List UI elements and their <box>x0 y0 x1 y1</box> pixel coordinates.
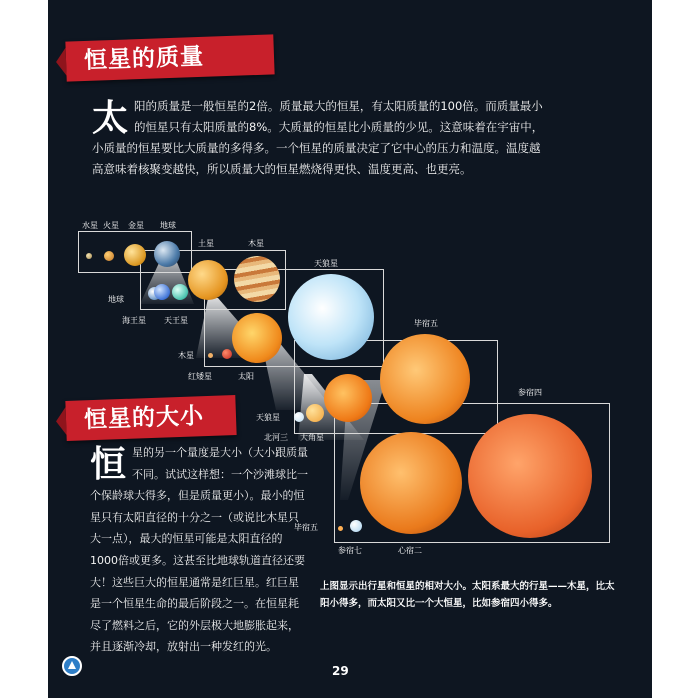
label-earth-top: 地球 <box>160 221 176 230</box>
sun <box>232 313 282 363</box>
pollux <box>306 404 324 422</box>
label-sun: 太阳 <box>238 372 254 381</box>
sirius <box>294 412 304 422</box>
paragraph-size-text: 星的另一个量度是大小（大小跟质量不同。试试这样想：一个沙滩球比一个保龄球大得多，但是质量更小）。最小的恒星只有太阳直径的十分之一（或说比木星只大一点），最大的恒星可能是太阳直径的1000倍或更多。这甚至比地球轨道直径还要大！这些巨大的恒星通常是红巨星。红巨星是一个恒星生命的最后阶段之一。在恒星耗尽了燃料之后，它的外层极大地膨胀起来，并且逐渐冷却，放射出一种发红的光。 <box>90 446 309 654</box>
section-heading-size <box>65 395 236 441</box>
section-heading-mass-text: 恒星的质量 <box>83 42 205 74</box>
neptune <box>154 284 170 300</box>
label-betelgeuse: 参宿四 <box>518 388 542 397</box>
label-jupiter: 木星 <box>178 351 194 360</box>
label-red-dwarf: 红矮星 <box>188 372 212 381</box>
mercury <box>86 253 92 259</box>
rigel <box>350 520 362 532</box>
red-dwarf <box>222 349 232 359</box>
sirius-top <box>288 274 374 360</box>
book-page <box>48 0 652 698</box>
paragraph-mass-text: 阳的质量是一般恒星的2倍。质量最大的恒星，有太阳质量的100倍。而质量最小的恒星只有太阳质量的8%。大质量的恒星比小质量的少见。这意味着在宇宙中，小质量的恒星要比大质量的多得多。一个恒星的质量决定了它中心的压力和温度。温度越高意味着核聚变越快，所以质量大的恒星燃烧得更快、温度更高、也更亮。 <box>92 99 544 176</box>
label-mercury: 水星 <box>82 221 98 230</box>
label-venus: 金星 <box>128 221 144 230</box>
up-arrow-icon[interactable] <box>62 656 82 676</box>
aldebaran-small <box>338 526 343 531</box>
label-sirius: 天狼星 <box>256 413 280 422</box>
betelgeuse <box>468 414 592 538</box>
label-rigel: 参宿七 <box>338 546 362 555</box>
section-heading-size-text: 恒星的大小 <box>83 402 205 434</box>
arcturus <box>324 374 372 422</box>
page-number: 29 <box>332 664 349 678</box>
label-sirius-top: 天狼星 <box>314 259 338 268</box>
label-earth: 地球 <box>108 295 124 304</box>
dropcap-mass: 太 <box>92 97 129 139</box>
label-arcturus: 大角星 <box>300 433 324 442</box>
saturn <box>188 260 228 300</box>
label-aldebaran-top: 毕宿五 <box>414 319 438 328</box>
jupiter-top <box>234 256 280 302</box>
mars <box>104 251 114 261</box>
label-pollux: 北河三 <box>264 433 288 442</box>
venus <box>124 244 146 266</box>
label-uranus: 天王星 <box>164 316 188 325</box>
uranus <box>172 284 188 300</box>
label-saturn: 土星 <box>198 239 214 248</box>
dropcap-size: 恒 <box>90 443 127 485</box>
diagram-caption: 上图显示出行星和恒星的相对大小。太阳系最大的行星——木星，比太阳小得多，而太阳又比一个大恒星，比如参宿四小得多。 <box>320 581 615 609</box>
aldebaran-top <box>380 334 470 424</box>
antares <box>360 432 462 534</box>
label-neptune: 海王星 <box>122 316 146 325</box>
label-mars: 火星 <box>103 221 119 230</box>
earth-top <box>154 241 180 267</box>
jupiter-small <box>208 353 213 358</box>
label-antares: 心宿二 <box>398 546 422 555</box>
label-aldebaran: 毕宿五 <box>294 523 318 532</box>
paragraph-size <box>90 442 308 658</box>
label-jupiter-top: 木星 <box>248 239 264 248</box>
